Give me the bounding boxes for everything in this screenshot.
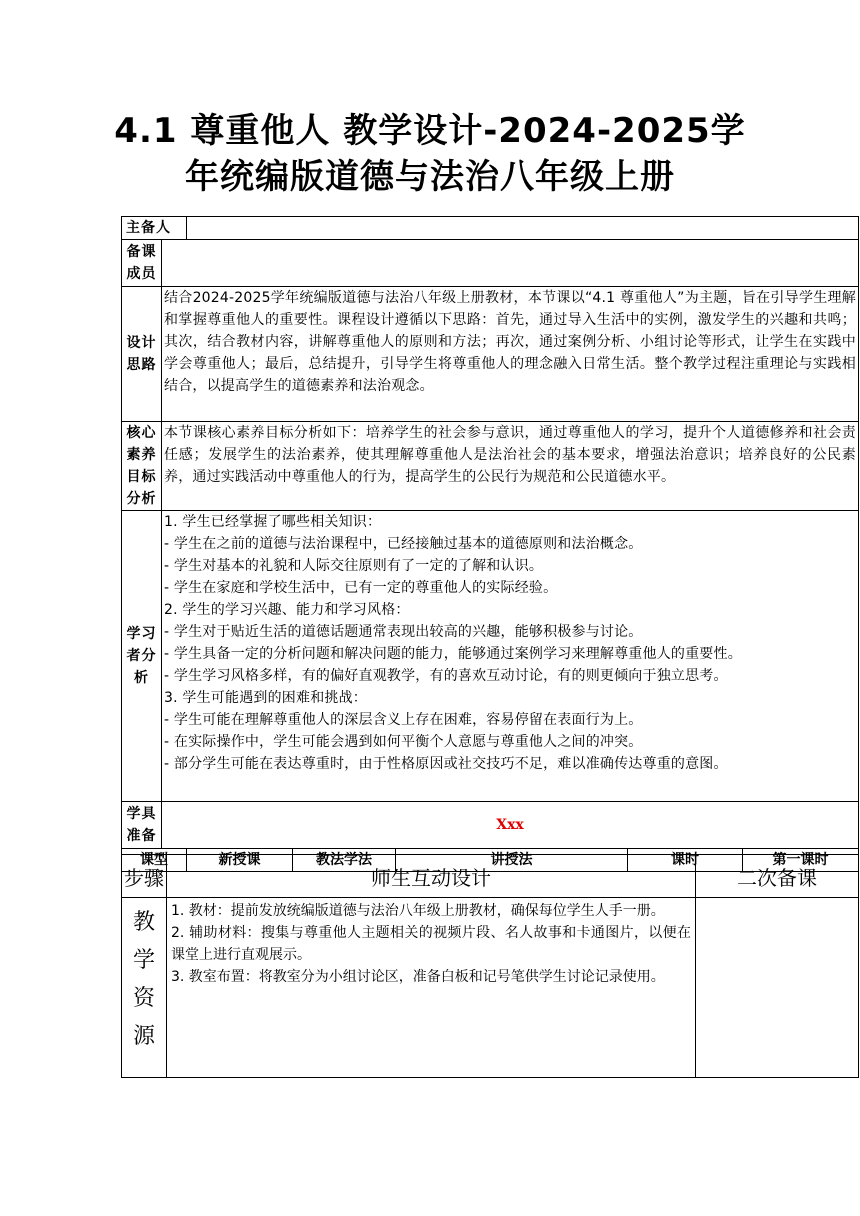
label-tools: 学具准备 [122, 802, 162, 849]
analysis-line: - 学生在家庭和学校生活中，已有一定的尊重他人的实际经验。 [164, 580, 558, 596]
analysis-line: 3. 学生可能遇到的困难和挑战： [164, 690, 368, 706]
analysis-line: - 学生在之前的道德与法治课程中，已经接触过基本的道德原则和法治概念。 [164, 536, 643, 552]
steps-header-row [122, 855, 859, 898]
analysis-line: - 学生对于贴近生活的道德话题通常表现出较高的兴趣，能够积极参与讨论。 [164, 624, 643, 640]
label-class-hours: 课时 [628, 849, 743, 872]
analysis-line: - 在实际操作中，学生可能会遇到如何平衡个人意愿与尊重他人之间的冲突。 [164, 734, 643, 750]
label-char: 源 [132, 1024, 155, 1049]
label-student-analysis: 学习者分析 [122, 511, 162, 802]
analysis-line: 1. 学生已经掌握了哪些相关知识： [164, 514, 382, 530]
value-lesson-type: 新授课 [187, 849, 293, 872]
title-line-1: 4.1 尊重他人 教学设计-2024-2025学 [114, 111, 746, 151]
resource-item: 3. 教室布置：将教室分为小组讨论区，准备白板和记号笔供学生讨论记录使用。 [171, 969, 665, 985]
student-analysis-text [162, 511, 859, 802]
value-main-preparer [187, 217, 859, 240]
lesson-plan-table [121, 216, 859, 872]
analysis-line: - 学生可能在理解尊重他人的深层含义上存在困难，容易停留在表面行为上。 [164, 712, 643, 728]
title-line-2: 年统编版道德与法治八年级上册 [185, 157, 675, 197]
tools-value: Xxx [162, 802, 859, 849]
second-prep-cell [696, 898, 859, 1078]
row-core-literacy [122, 422, 859, 511]
resource-item: 1. 教材：提前发放统编版道德与法治八年级上册教材，确保每位学生人手一册。 [171, 903, 665, 919]
row-members [122, 240, 859, 287]
value-teaching-method: 讲授法 [396, 849, 628, 872]
header-second-prep: 二次备课 [696, 855, 859, 898]
analysis-line: - 学生学习风格多样，有的偏好直观教学，有的喜欢互动讨论，有的则更倾向于独立思考。 [164, 668, 728, 684]
steps-table [121, 854, 859, 1078]
teaching-resources-content [167, 898, 696, 1078]
row-main-preparer [122, 217, 859, 240]
row-tools [122, 802, 859, 849]
label-design-idea: 设计思路 [122, 287, 162, 422]
row-student-analysis [122, 511, 859, 802]
header-step: 步骤 [122, 855, 167, 898]
label-char: 教 [132, 910, 155, 935]
label-char: 资 [132, 986, 155, 1011]
header-interaction-design: 师生互动设计 [167, 855, 696, 898]
label-char: 学 [132, 948, 155, 973]
label-members: 备课成员 [122, 240, 162, 287]
row-design-idea [122, 287, 859, 422]
analysis-line: - 学生具备一定的分析问题和解决问题的能力，能够通过案例学习来理解尊重他人的重要性。 [164, 646, 742, 662]
design-idea-text: 结合2024-2025学年统编版道德与法治八年级上册教材，本节课以“4.1 尊重他人”为主题，旨在引导学生理解和掌握尊重他人的重要性。课程设计遵循以下思路：首先，通过导入生活中的实例，激发学生的兴趣和共鸣；其次，结合教材内容，讲解尊重他人的原则和方法；再次，通过案例分析、小组讨论等形式，让学生在实践中学会尊重他人；最后，总结提升，引导学生将尊重他人的理念融入日常生活。整个教学过程注重理论与实践相结合，以提高学生的道德素养和法治观念。 [162, 287, 859, 422]
analysis-line: - 部分学生可能在表达尊重时，由于性格原因或社交技巧不足，难以准确传达尊重的意图。 [164, 756, 728, 772]
label-teaching-resources [122, 898, 167, 1078]
label-core-literacy: 核心素养目标分析 [122, 422, 162, 511]
analysis-line: 2. 学生的学习兴趣、能力和学习风格： [164, 602, 410, 618]
value-class-hours: 第一课时 [743, 849, 859, 872]
resource-item: 2. 辅助材料：搜集与尊重他人主题相关的视频片段、名人故事和卡通图片，以便在课堂上进行直观展示。 [171, 925, 691, 963]
analysis-line: - 学生对基本的礼貌和人际交往原则有了一定的了解和认识。 [164, 558, 544, 574]
row-teaching-resources [122, 898, 859, 1078]
core-literacy-text: 本节课核心素养目标分析如下：培养学生的社会参与意识，通过尊重他人的学习，提升个人道德修养和社会责任感；发展学生的法治素养，使其理解尊重他人是法治社会的基本要求，增强法治意识；培养良好的公民素养，通过实践活动中尊重他人的行为，提高学生的公民行为规范和公民道德水平。 [162, 422, 859, 511]
label-lesson-type: 课型 [122, 849, 187, 872]
label-main-preparer: 主备人 [122, 217, 187, 240]
value-members [162, 240, 859, 287]
document-title [80, 108, 780, 200]
label-teaching-method: 教法学法 [293, 849, 396, 872]
